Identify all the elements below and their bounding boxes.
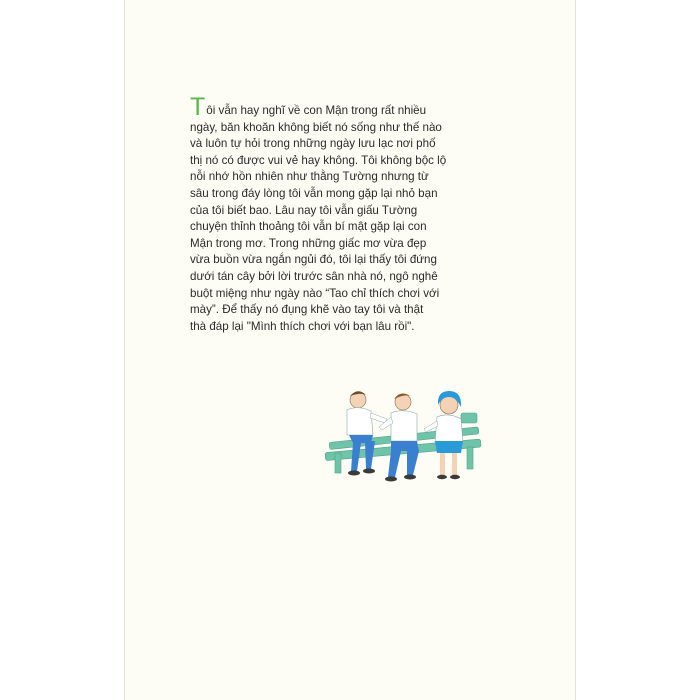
- text-line-7: của tôi biết bao. Lâu nay tôi vẫn giấu Tường: [190, 203, 418, 217]
- text-line-12: buột miệng như ngày nào “Tao chỉ thích chơi với: [190, 286, 440, 300]
- text-line-14: thà đáp lại "Mình thích chơi với bạn lâu rồi".: [190, 319, 415, 333]
- text-line-9: Mận trong mơ. Trong những giấc mơ vừa đẹp: [190, 236, 427, 250]
- drop-cap: T: [190, 93, 206, 121]
- children-on-bench-illustration: [321, 383, 501, 483]
- text-line-1-rest: ôi vẫn hay nghĩ về con Mận trong rất nhiều: [206, 104, 427, 117]
- book-page: [124, 0, 576, 700]
- text-line-13: mày”. Để thấy nó đụng khẽ vào tay tôi và thật: [190, 303, 424, 317]
- text-line-10: vừa buồn vừa ngắn ngủi đó, tôi lại thấy tôi đứng: [190, 253, 437, 267]
- text-line-4: thị nó có được vui vẻ hay không. Tôi không bộc lộ: [190, 153, 447, 167]
- text-line-5: nỗi nhớ hồn nhiên như thằng Tường nhưng từ: [190, 170, 429, 184]
- text-line-1: [190, 93, 475, 121]
- text-line-11: dưới tán cây bởi lời trước sân nhà nó, ngô nghê: [190, 269, 438, 283]
- text-line-3: và luôn tự hỏi trong những ngày lưu lạc nơi phố: [190, 137, 436, 151]
- text-line-8: chuyện thỉnh thoảng tôi vẫn bí mật gặp lại con: [190, 220, 427, 234]
- text-line-2: ngày, băn khoăn không biết nó sống như thế nào: [190, 120, 442, 134]
- story-paragraph: [190, 93, 475, 335]
- boy-left: [347, 391, 387, 475]
- text-line-6: sâu trong đáy lòng tôi vẫn mong gặp lại nhỏ bạn: [190, 186, 438, 200]
